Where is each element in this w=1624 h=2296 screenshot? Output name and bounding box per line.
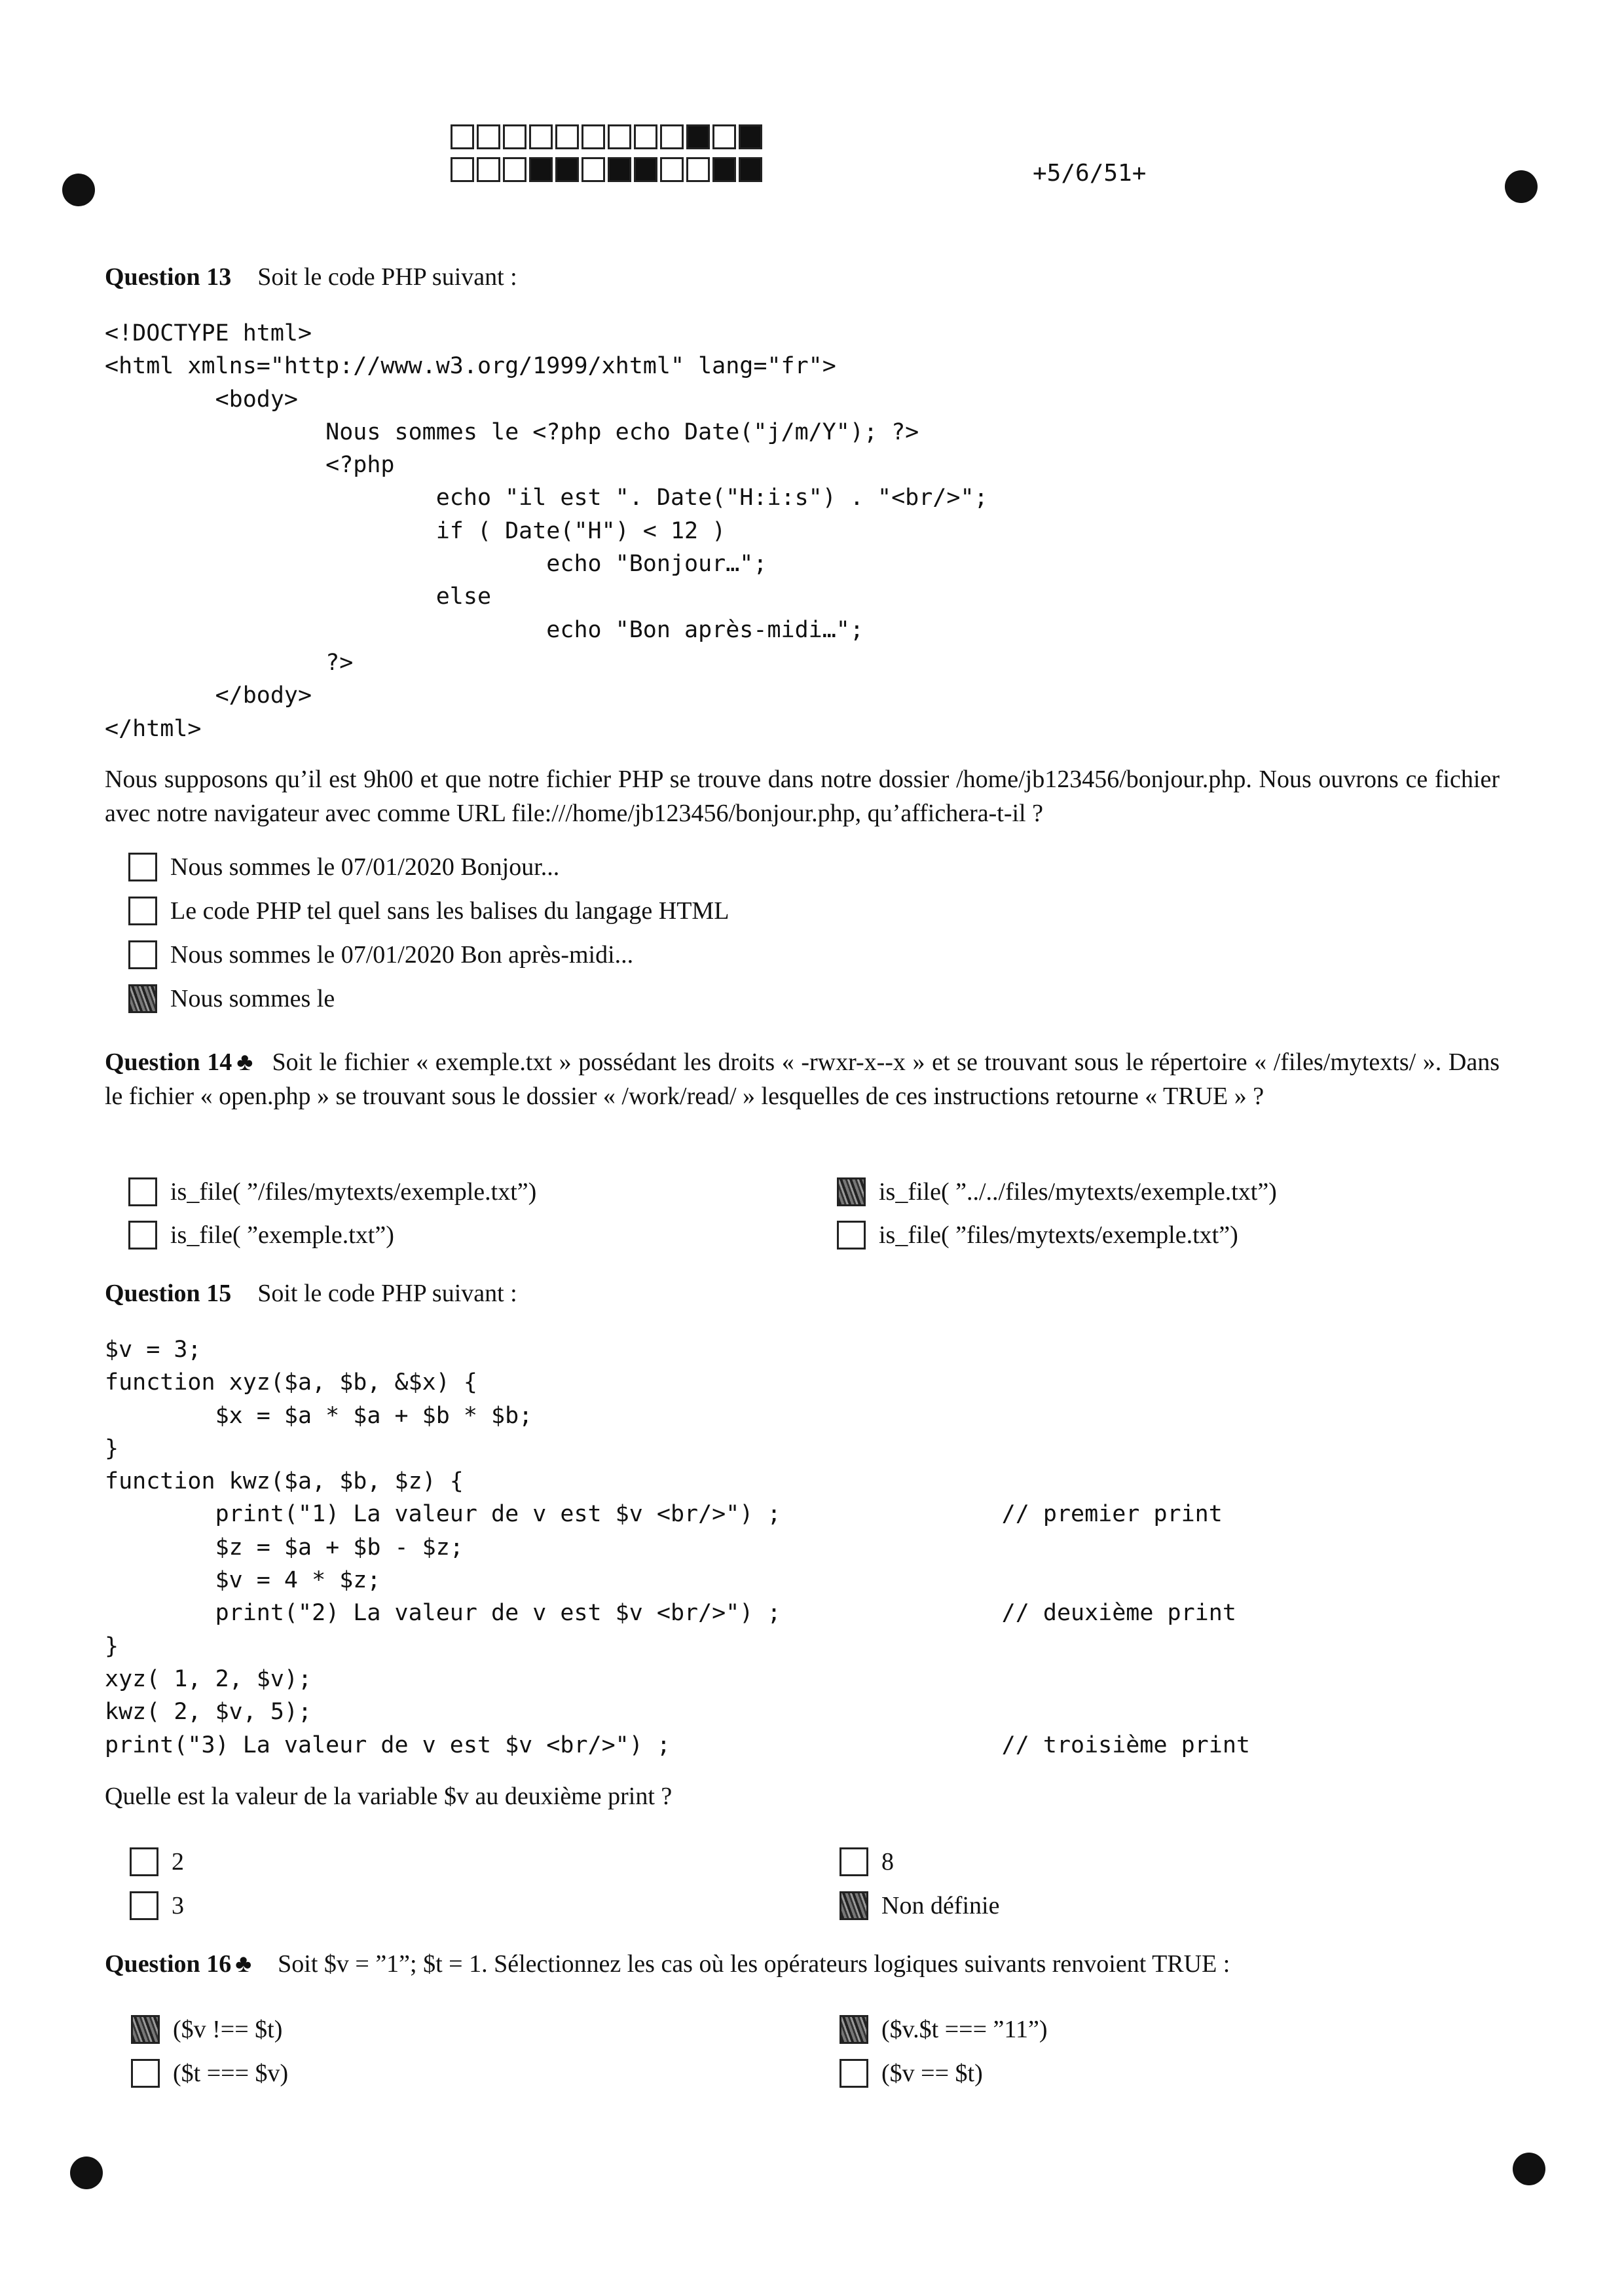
barcode-cell [581,157,605,182]
code-line: else [105,583,492,610]
checkbox[interactable] [837,1177,866,1206]
option-label: is_file( ”files/mytexts/exemple.txt”) [879,1221,1238,1249]
code-line: print("3) La valeur de v est $v <br/>") ; // troisième print [105,1731,1250,1758]
barcode-cell [581,124,605,149]
code-line: $v = 3; [105,1337,202,1363]
q16-text: Soit $v = ”1”; $t = 1. Sélectionnez les cas où les opérateurs logiques suivants renvoient TRUE : [278,1950,1230,1978]
checkbox[interactable] [128,853,157,881]
barcode-bottom-row [451,157,765,182]
barcode-cell [712,157,736,182]
code-line: function kwz($a, $b, $z) { [105,1468,464,1495]
code-line: print("1) La valeur de v est $v <br/>") ; // premier print [105,1501,1223,1528]
code-line: } [105,1633,119,1659]
option-label: is_file( ”exemple.txt”) [170,1221,394,1249]
q13-option-1[interactable] [128,849,559,885]
q14-text: Soit le fichier « exemple.txt » possédant les droits « -rwxr-x--x » et se trouvant sous le répertoire « /files/mytexts/ ». Dans le fichier « open.php » se trouvant sous le dossier « /work/read/ » lesquelles de ces instructions retourne « TRUE » ? [105,1048,1500,1110]
barcode-cell [555,157,579,182]
q15-header [105,1277,1500,1310]
barcode-cell [739,157,762,182]
code-line: <body> [105,386,299,413]
option-label: 2 [172,1848,184,1876]
q13-option-2[interactable] [128,893,729,929]
option-label: 8 [881,1848,894,1876]
barcode-cell [477,124,500,149]
q13-prompt: Soit le code PHP suivant : [257,263,517,291]
q16-option-3[interactable] [840,2011,1048,2048]
barcode-cell [712,124,736,149]
barcode-cell [451,124,474,149]
option-label: ($v == $t) [881,2060,983,2087]
checkbox[interactable] [131,2015,160,2044]
page-id: +5/6/51+ [1033,160,1147,187]
code-line: <!DOCTYPE html> [105,320,312,346]
code-line: if ( Date("H") < 12 ) [105,517,726,544]
q15-option-3[interactable] [840,1843,894,1880]
checkbox[interactable] [128,984,157,1013]
checkbox[interactable] [128,897,157,925]
barcode-top-row [451,124,765,149]
option-label: ($v !== $t) [173,2016,283,2043]
q13-code-block [105,317,988,745]
option-label: Non définie [881,1892,1000,1919]
q15-option-1[interactable] [130,1843,184,1880]
option-label: ($v.$t === ”11”) [881,2016,1048,2043]
q13-option-4[interactable] [128,980,335,1017]
barcode-cell [608,124,631,149]
checkbox[interactable] [130,1891,158,1920]
q16-option-2[interactable] [131,2055,288,2092]
option-label: ($t === $v) [173,2060,289,2087]
club-icon: ♣ [236,1048,254,1076]
code-line: function xyz($a, $b, &$x) { [105,1369,477,1396]
barcode-cell [634,124,657,149]
q15-prompt: Soit le code PHP suivant : [257,1280,517,1307]
q13-title: Question 13 [105,263,232,291]
barcode-cell [555,124,579,149]
barcode-cell [608,157,631,182]
code-line: <html xmlns="http://www.w3.org/1999/xhtml" lang="fr"> [105,353,836,380]
q13-option-3[interactable] [128,936,633,973]
q14-block [105,1045,1500,1113]
barcode-cell [634,157,657,182]
q14-option-1[interactable] [128,1174,536,1210]
q16-option-4[interactable] [840,2055,983,2092]
code-line: echo "il est ". Date("H:i:s") . "<br/>"; [105,485,988,511]
option-label: Nous sommes le 07/01/2020 Bon après-midi... [170,941,634,969]
checkbox[interactable] [840,1847,868,1876]
code-line: $z = $a + $b - $z; [105,1534,464,1561]
checkbox[interactable] [128,940,157,969]
code-line: ?> [105,649,354,676]
q15-option-2[interactable] [130,1887,184,1924]
checkbox[interactable] [128,1221,157,1250]
q13-text: Nous supposons qu’il est 9h00 et que notre fichier PHP se trouve dans notre dossier /home/jb123456/bonjour.php. Nous ouvrons ce fichier avec notre navigateur avec comme URL file:///home/jb123456/bonjour.php, qu’affichera-t-il ? [105,766,1500,827]
code-line: kwz( 2, $v, 5); [105,1699,312,1726]
code-line: $v = 4 * $z; [105,1567,381,1594]
barcode-cell [477,157,500,182]
checkbox[interactable] [128,1177,157,1206]
q15-question: Quelle est la valeur de la variable $v au deuxième print ? [105,1783,673,1810]
code-line: <?php [105,452,395,479]
code-line: echo "Bonjour…"; [105,551,767,578]
registration-dot-top-left [62,174,95,206]
barcode-cell [686,124,710,149]
checkbox[interactable] [840,2015,868,2044]
option-label: is_file( ”../../files/mytexts/exemple.txt”) [879,1178,1277,1206]
q15-title: Question 15 [105,1280,232,1307]
checkbox[interactable] [130,1847,158,1876]
q15-code-block [105,1333,1250,1762]
code-line: echo "Bon après-midi…"; [105,616,864,643]
option-label: is_file( ”/files/mytexts/exemple.txt”) [170,1178,537,1206]
code-line: } [105,1435,119,1462]
barcode-cell [739,124,762,149]
q15-option-4[interactable] [840,1887,999,1924]
q14-option-3[interactable] [837,1174,1277,1210]
barcode-cell [451,157,474,182]
code-line: xyz( 1, 2, $v); [105,1665,312,1692]
barcode-cell [529,124,553,149]
code-line: Nous sommes le <?php echo Date("j/m/Y"); ?> [105,418,919,445]
code-line: print("2) La valeur de v est $v <br/>") ; // deuxième print [105,1600,1236,1627]
option-label: Nous sommes le 07/01/2020 Bonjour... [170,853,560,881]
registration-dot-bottom-left [70,2157,103,2189]
q14-title: Question 14 ♣ [105,1048,254,1076]
q13-header [105,261,1500,293]
q14-option-4[interactable] [837,1217,1238,1253]
barcode-cell [529,157,553,182]
checkbox[interactable] [840,1891,868,1920]
barcode-cell [686,157,710,182]
option-label: 3 [172,1892,184,1919]
registration-dot-top-right [1505,170,1538,203]
barcode-cell [660,157,684,182]
q16-title: Question 16 ♣ [105,1950,252,1978]
option-label: Nous sommes le [170,985,335,1012]
q16-header [105,1948,1500,1980]
registration-dot-bottom-right [1513,2153,1545,2185]
q16-option-1[interactable] [131,2011,282,2048]
option-label: Le code PHP tel quel sans les balises du langage HTML [170,897,729,925]
q14-option-2[interactable] [128,1217,394,1253]
checkbox[interactable] [837,1221,866,1250]
barcode-cell [660,124,684,149]
code-line: $x = $a * $a + $b * $b; [105,1402,533,1429]
checkbox[interactable] [131,2059,160,2088]
code-line: </html> [105,715,202,742]
barcode-cell [503,124,526,149]
checkbox[interactable] [840,2059,868,2088]
club-icon: ♣ [235,1950,252,1978]
barcode-cell [503,157,526,182]
code-line: </body> [105,682,312,709]
